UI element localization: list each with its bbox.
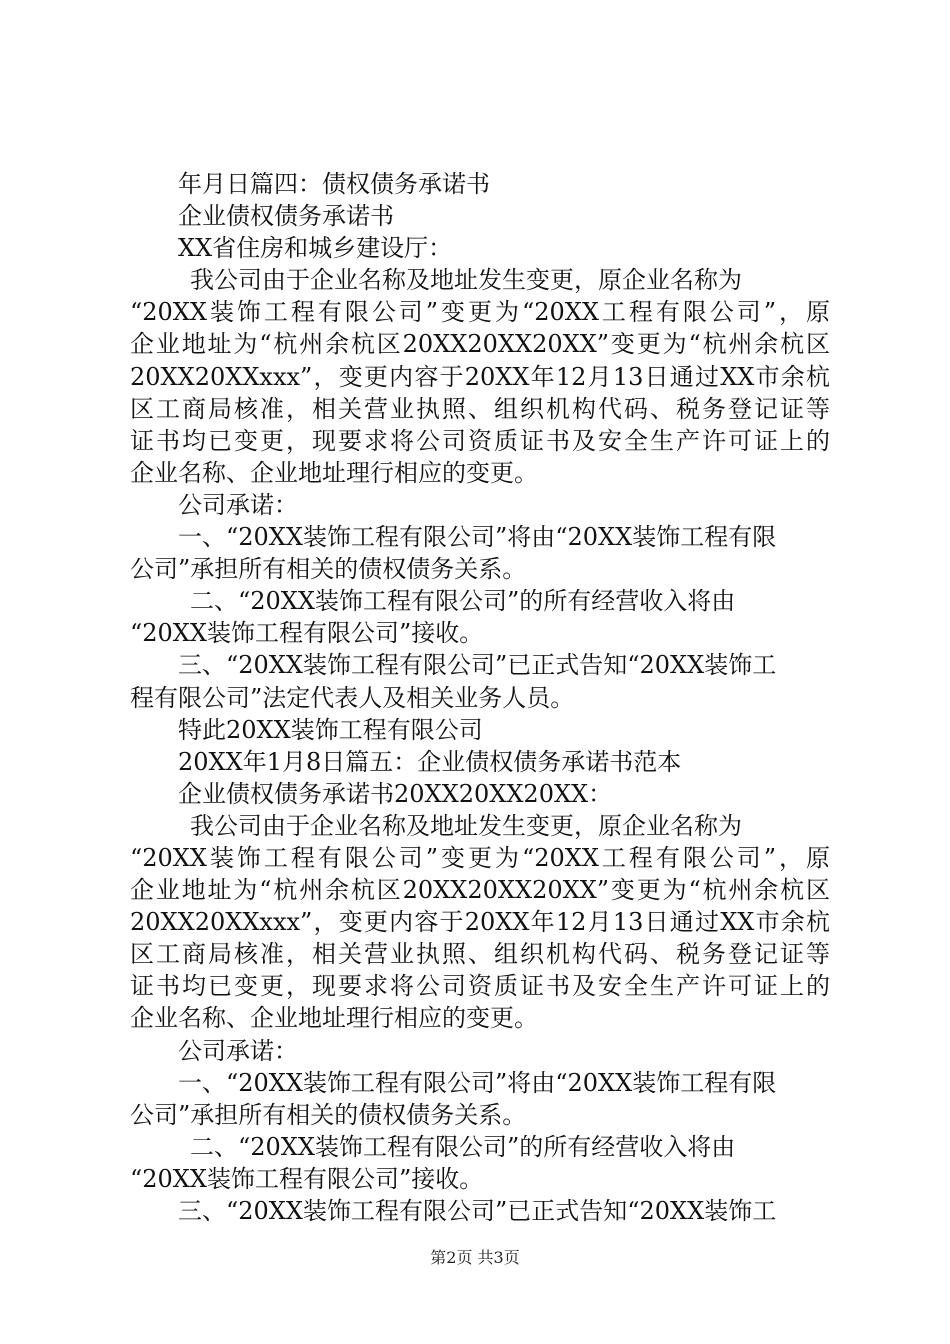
text-line: 我公司由于企业名称及地址发生变更，原企业名称为	[190, 811, 742, 840]
text-line: 区工商局核准，相关营业执照、组织机构代码、税务登记证等	[130, 394, 830, 423]
page-footer: 第2页 共3页	[430, 1248, 520, 1267]
text-line: 企业债权债务承诺书	[178, 202, 394, 231]
text-line: “20XX装饰工程有限公司”变更为“20XX工程有限公司”，原	[130, 843, 830, 872]
text-line: 三、“20XX装饰工程有限公司”已正式告知“20XX装饰工	[178, 651, 777, 680]
text-line: 企业债权债务承诺书20XX20XX20XX：	[178, 779, 613, 808]
text-line: 一、“20XX装饰工程有限公司”将由“20XX装饰工程有限	[178, 523, 777, 552]
text-line: 二、“20XX装饰工程有限公司”的所有经营收入将由	[190, 1132, 736, 1161]
text-line: 企业名称、企业地址理行相应的变更。	[130, 1004, 538, 1033]
text-line: 20XX20XXxxx”，变更内容于20XX年12月13日通过XX市余杭	[130, 362, 830, 391]
text-line: 年月日篇四：债权债务承诺书	[178, 170, 490, 198]
text-line: 程有限公司”法定代表人及相关业务人员。	[130, 683, 575, 712]
text-line: XX省住房和城乡建设厅：	[178, 234, 453, 263]
text-line: 企业名称、企业地址理行相应的变更。	[130, 458, 538, 487]
document-body	[130, 168, 830, 1227]
text-line: 20XX年1月8日篇五：企业债权债务承诺书范本	[178, 747, 682, 776]
text-line: 公司承诺：	[178, 1036, 298, 1065]
text-line: 特此20XX装饰工程有限公司	[178, 715, 483, 744]
text-line: 企业地址为“杭州余杭区20XX20XX20XX”变更为“杭州余杭区	[130, 876, 830, 905]
text-line: 公司”承担所有相关的债权债务关系。	[130, 1100, 527, 1129]
text-line: “20XX装饰工程有限公司”接收。	[130, 619, 484, 648]
text-line: “20XX装饰工程有限公司”接收。	[130, 1164, 484, 1193]
text-line: “20XX装饰工程有限公司”变更为“20XX工程有限公司”，原	[130, 298, 830, 327]
text-line: 二、“20XX装饰工程有限公司”的所有经营收入将由	[190, 587, 736, 616]
text-line: 公司承诺：	[178, 490, 298, 519]
text-line: 20XX20XXxxx”，变更内容于20XX年12月13日通过XX市余杭	[130, 908, 830, 937]
text-line: 三、“20XX装饰工程有限公司”已正式告知“20XX装饰工	[178, 1197, 777, 1225]
text-line: 证书均已变更，现要求将公司资质证书及安全生产许可证上的	[130, 426, 830, 455]
text-line: 公司”承担所有相关的债权债务关系。	[130, 555, 527, 584]
text-line: 我公司由于企业名称及地址发生变更，原企业名称为	[190, 266, 742, 295]
text-line: 企业地址为“杭州余杭区20XX20XX20XX”变更为“杭州余杭区	[130, 330, 830, 359]
text-line: 区工商局核准，相关营业执照、组织机构代码、税务登记证等	[130, 940, 830, 969]
text-line: 证书均已变更，现要求将公司资质证书及安全生产许可证上的	[130, 972, 830, 1001]
text-line: 一、“20XX装饰工程有限公司”将由“20XX装饰工程有限	[178, 1068, 777, 1097]
